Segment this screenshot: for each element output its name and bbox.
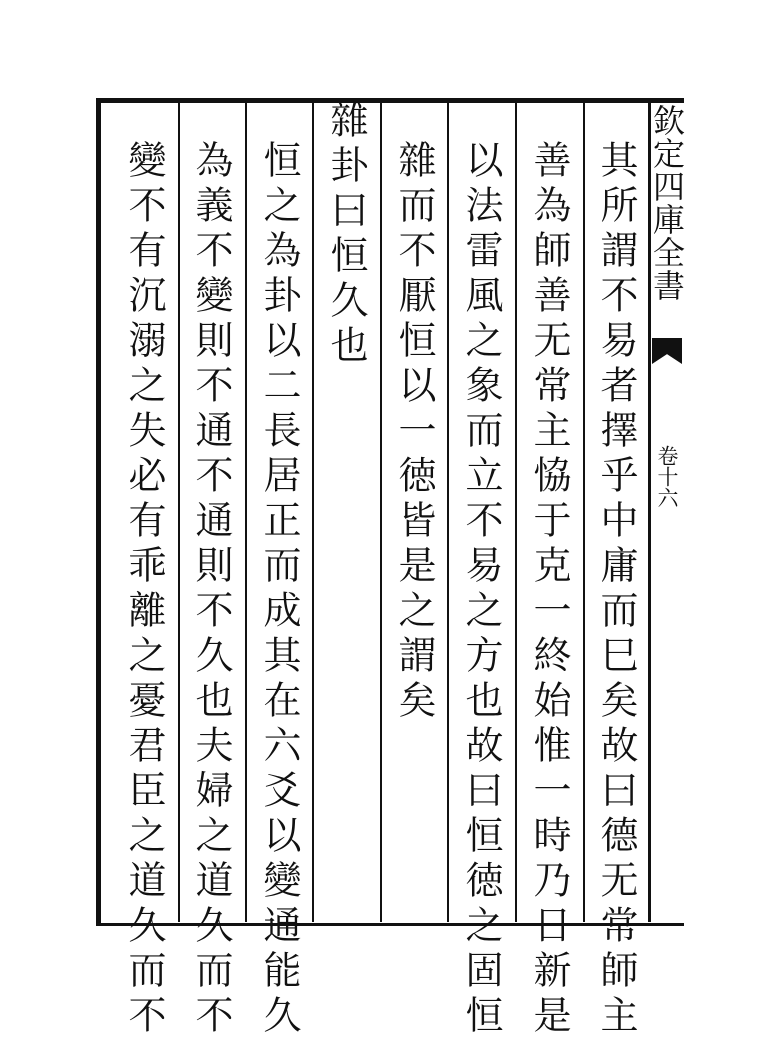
column-divider bbox=[380, 100, 382, 922]
book-title-margin: 欽定四庫全書 bbox=[648, 104, 686, 302]
text-column-2: 善為師善无常主恊于克一終始惟一時乃日新是 bbox=[527, 140, 571, 1040]
volume-number-margin: 卷十六 bbox=[655, 445, 679, 508]
text-column-4: 雜而不厭恒以一徳皆是之謂矣 bbox=[392, 140, 436, 725]
column-divider bbox=[515, 100, 517, 922]
column-divider bbox=[583, 100, 585, 922]
text-column-6: 恒之為卦以二長居正而成其在六爻以變通能久 bbox=[257, 140, 301, 1040]
column-divider bbox=[312, 100, 314, 922]
text-column-1: 其所謂不易者擇乎中庸而巳矣故曰德无常師主 bbox=[594, 140, 638, 1040]
column-divider bbox=[447, 100, 449, 922]
text-column-7: 為義不變則不通不通則不久也夫婦之道久而不 bbox=[189, 140, 233, 1040]
text-column-5: 雜卦曰恒久也 bbox=[324, 100, 368, 370]
column-divider bbox=[245, 100, 247, 922]
column-divider bbox=[178, 100, 180, 922]
text-column-3: 以法雷風之象而立不易之方也故曰恒徳之固恒 bbox=[459, 140, 503, 1040]
text-column-8: 變不有沉溺之失必有乖離之憂君臣之道久而不 bbox=[122, 140, 166, 1040]
